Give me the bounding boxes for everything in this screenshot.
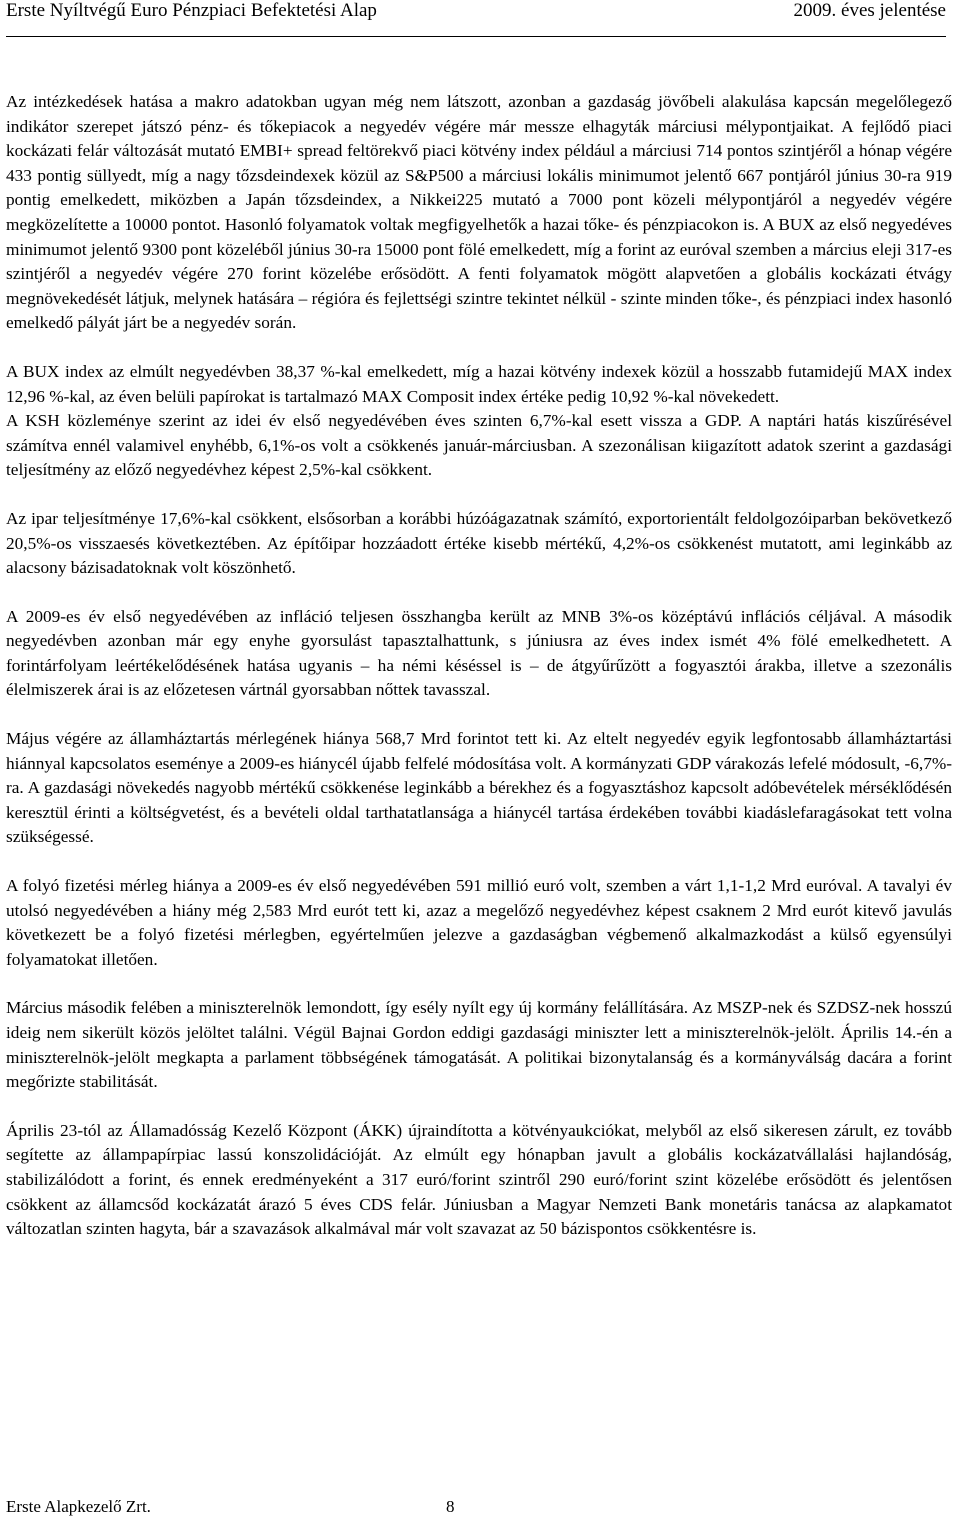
paragraph-gdp: A KSH közleménye szerint az idei év első negyedévében éves szinten 6,7%-kal esett vissza a GDP. A naptári hatás kiszűrésével számítva ennél valamivel enyhébb, 6,1%-os volt a csökkenés január-márciusban. A szezonálisan kiigazított adatok szerint a gazdasági teljesítmény az előző negyedévhez képest 2,5%-kal csökkent. <box>6 411 952 480</box>
paragraph-debt-management: Április 23-tól az Államadósság Kezelő Központ (ÁKK) újraindította a kötvényaukciókat, melyből az első sikeresen zárult, ez tovább segítette az állampapírpiac lassú konszolidációját. Az elmúlt egy hónapban javult a globális kockázatvállalási hajlandóság, stabilizálódott a forint, és ennek eredményeként a 317 euró/forint szintről 290 euró/forint szint közelébe erősödött és jelentősen csökkent az államcsőd kockázatát árazó 5 éves CDS felár. Júniusban a Magyar Nemzeti Bank monetáris tanácsa az alapkamatot változatlan szinten hagyta, bár a szavazások alkalmával már volt szavazat az 50 bázispontos csökkentésre is. <box>6 1120 952 1239</box>
footer-company: Erste Alapkezelő Zrt. <box>6 1497 151 1516</box>
report-body <box>6 90 952 1266</box>
page-number: 8 <box>446 1497 455 1516</box>
paragraph-current-account: A folyó fizetési mérleg hiánya a 2009-es év első negyedévében 591 millió euró volt, szemben a várt 1,1-1,2 Mrd euróval. A tavalyi év utolsó negyedévében a hiány még 2,583 Mrd eurót tett ki, azaz a megelőző negyedévhez képest csaknem 2 Mrd eurót kitevő javulás következett be a folyó fizetési mérlegben, egyértelműen jelezve a gazdaságban végbemenő alkalmazkodást a külső egyensúlyi folyamatokat illetően. <box>6 876 952 969</box>
paragraph-politics: Március második felében a miniszterelnök lemondott, így esély nyílt egy új kormány felállítására. Az MSZP-nek és SZDSZ-nek hosszú ideig nem sikerült közös jelöltet találni. Végül Bajnai Gordon eddigi gazdasági miniszter lett a miniszterelnök-jelölt. Április 14.-én a miniszterelnök-jelölt megkapta a parlament többségének támogatását. A politikai bizonytalanság és a kormányválság dacára a forint megőrizte stabilitását. <box>6 998 952 1092</box>
page-footer <box>6 1496 455 1518</box>
report-title: 2009. éves jelentése <box>793 0 946 21</box>
paragraph-industry: Az ipar teljesítménye 17,6%-kal csökkent, elsősorban a korábbi húzóágazatnak számító, exportorientált feldolgozóiparban bekövetkező 20,5%-os visszaesés következtében. Az építőipar hozzáadott értéke kisebb mértékű, 4,2%-os csökkenést mutatott, ami leginkább az alacsony bázisadatoknak volt köszönhető. <box>6 508 952 578</box>
document-title: Erste Nyíltvégű Euro Pénzpiaci Befektetési Alap <box>6 0 377 21</box>
paragraph-budget: Május végére az államháztartás mérlegének hiánya 568,7 Mrd forintot tett ki. Az eltelt negyedév egyik legfontosabb államháztartási hiánnyal kapcsolatos eseménye a 2009-es hiánycél újabb felfelé módosítása volt. A kormányzati GDP várakozás lefelé módosult, -6,7%-ra. A gazdasági növekedés nagyobb mértékű csökkenése leginkább a bérekhez és a fogyasztáshoz kapcsolt adóbevételek mérséklődésén keresztül érinti a költségvetést, és a bevételi oldal tarthatatlansága a hiánycél tartása érdekében további kiadáslefaragásokat tett volna szükségessé. <box>6 729 952 847</box>
page-header <box>6 0 946 37</box>
paragraph-inflation: A 2009-es év első negyedévében az infláció teljesen összhangba került az MNB 3%-os középtávú inflációs céljával. A második negyedévben azonban már egy enyhe gyorsulást tapasztalhattunk, s júniusra az éves index ismét 4% fölé emelkedhetett. A forintárfolyam leértékelődésének hatása ugyanis – ha némi késéssel is – de átgyűrűzött a fogyasztói árakba, illetve a szezonális élelmiszerek árai is az előzetesen vártnál gyorsabban nőttek tavasszal. <box>6 606 952 700</box>
paragraph-markets: Az intézkedések hatása a makro adatokban ugyan még nem látszott, azonban a gazdaság jövőbeli alakulása kapcsán megelőlegező indikátor szerepet játszó pénz- és tőkepiacok a negyedév végére már messze elhagyták márciusi mélypontjaikat. A fejlődő piaci kockázati felár változását mutató EMBI+ spread feltörekvő piaci kötvény index például a márciusi 714 pontos szintjéről a hónap végére 433 pontig süllyedt, míg a nagy tőzsdeindexek közül az S&P500 a márciusi lokális minimumot jelentő 667 pontjáról június 30-ra 919 pontig emelkedett, miközben a Japán tőzsdeindex, a Nikkei225 mutató a 7000 pont közeli mélypontjáról a negyedév végére megközelítette a 10000 pontot. Hasonló folyamatok voltak megfigyelhetők a hazai tőke- és pénzpiacokon is. A BUX az első negyedéves minimumot jelentő 9300 pont közeléből június 30-ra 15000 pont fölé emelkedett, míg a forint az euróval szemben a március eleji 317-es szintjéről a negyedév végére 270 forint közelébe erősödött. A fenti folyamatok mögött alapvetően a globális kockázati étvágy megnövekedését látjuk, melynek hatására – régióra és fejlettségi szintre tekintet nélkül - szinte minden tőke-, és pénzpiaci index hasonló emelkedő pályát járt be a negyedév során. <box>6 92 952 333</box>
paragraph-indices: A BUX index az elmúlt negyedévben 38,37 %-kal emelkedett, míg a hazai kötvény indexek közül a hosszabb futamidejű MAX index 12,96 %-kal, az éven belüli papírokat is tartalmazó MAX Composit index értéke pedig 10,92 %-kal növekedett. <box>6 361 952 406</box>
